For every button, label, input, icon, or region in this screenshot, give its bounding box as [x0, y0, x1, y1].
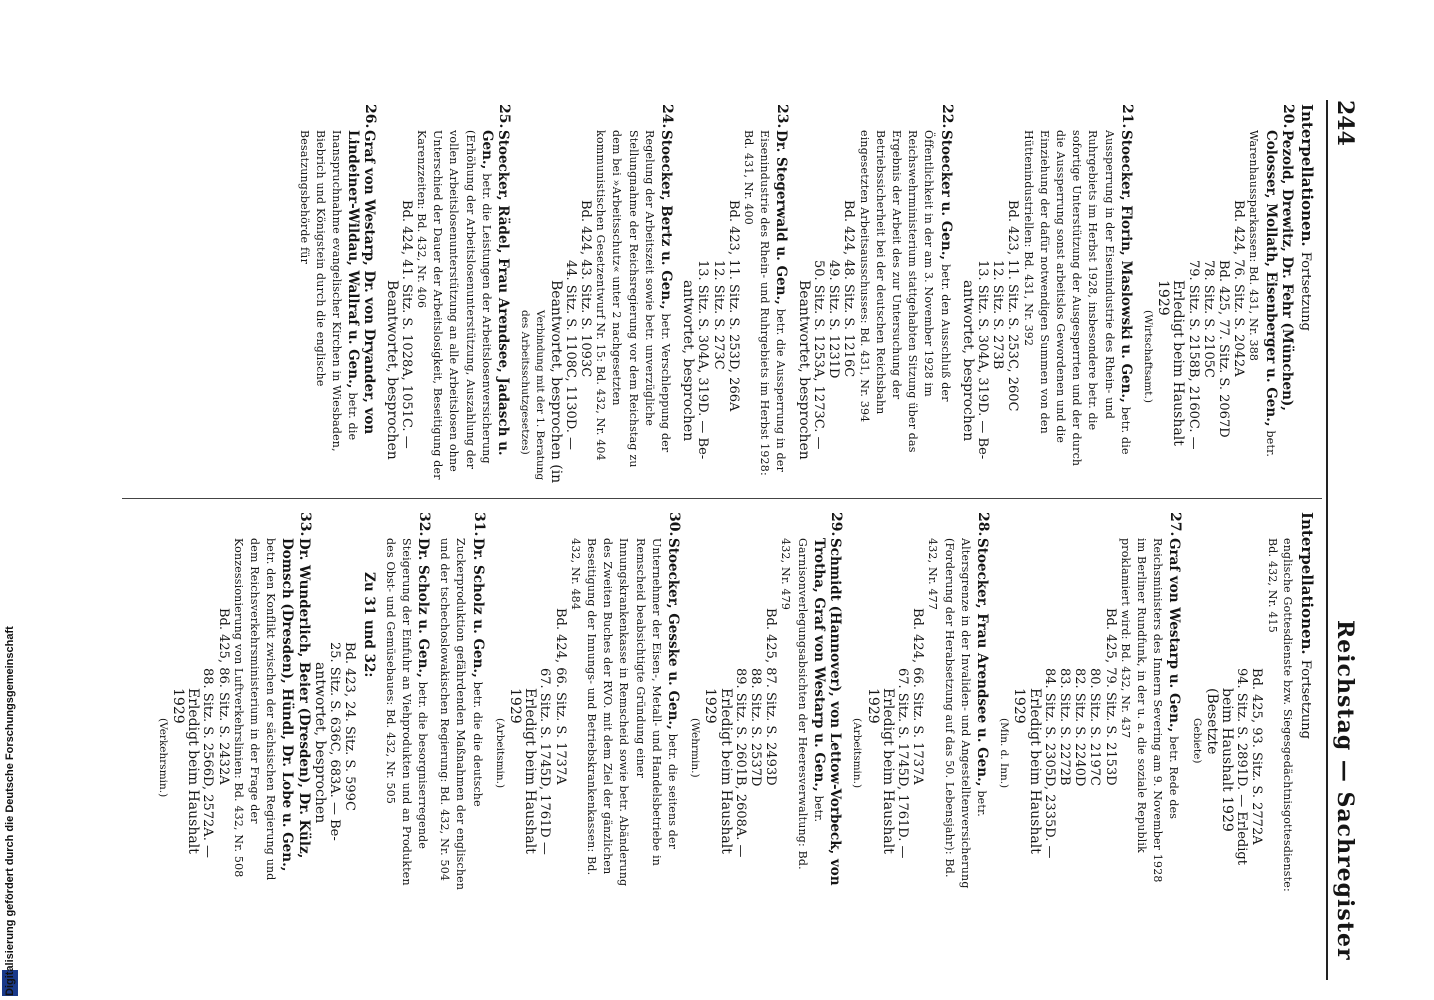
entry-subject: englische Gottesdienste bzw. Siegesgedächtnisgottesdienste: Bd. 432, Nr. 415 — [1265, 538, 1294, 892]
entry-subject: betr. den Ausschluß der Öffentlichkeit in der am 3. November 1928 im Reichswehrministerium stattgehabten Sitzung über das Ergebnis der Arbeit des zur Untersuchung der Betriebssicherheit bei der deutschen Reichsbahn eingesetzten Arbeitsausschusses: Bd. 431, Nr. 394 — [857, 130, 952, 453]
entry-subject: betr. die Aussperrung in der Eisenindustrie des Rhein- und Ruhrgebiets im Herbst 1928: Bd. 431, Nr. 400 — [742, 130, 788, 476]
digitization-credit-bar — [0, 0, 20, 1000]
index-entry — [382, 512, 431, 892]
entry-subject: betr. die Inanspruchnahme evangelischer Kirchen in Wiesbaden, Biebrich und Königstein durch die englische Besatzungsbehörde für — [297, 130, 360, 452]
page-number: 244 — [1332, 100, 1358, 146]
entry-result: Erledigt beim Haushalt 1929 — [169, 688, 202, 854]
index-entry — [960, 104, 1134, 484]
left-column-title — [1298, 104, 1314, 484]
entry-ref: Bd. 425, 93. Sitz. S. 2772A — [1249, 668, 1265, 845]
index-entry — [517, 104, 674, 484]
right-last-entry — [155, 512, 312, 892]
entry-number: 27. — [1167, 512, 1184, 537]
left-entry-list — [296, 104, 1294, 484]
entry-subject: betr. die Leistungen der Arbeitslosenversicherung (Erhöhung der Arbeitslosenunterstützung, Auszahlung der vollen Arbeitslosenunterstützung an alle Arbeitslosen ohne Unterschied der Dauer der Arbeitslosigkeit, Beseitigung der Karenzzeiten: Bd. 432, Nr. 406 — [415, 130, 493, 480]
index-entry — [1140, 104, 1295, 484]
entry-result: Erledigt beim Haushalt 1929 — [507, 688, 539, 854]
entry-ref: 83. Sitz. S. 2272B — [1056, 668, 1072, 786]
entry-number: 20. — [1279, 104, 1296, 129]
index-entry — [437, 512, 486, 892]
entry-number: 26. — [362, 104, 379, 129]
entry-result: antwortet, besprochen — [311, 662, 328, 824]
entry-subject: betr. die Aussperrung in der Eisenindustrie des Rhein- und Ruhrgebiets im Herbst 1928, insbesondere betr. die sofortige Unterstützung der Ausgesperrten und der durch die Aussperrung sonst arbeitslos Gewordenen und die Einziehung der dafür notwendigen Summen von den Hüttenindustriellen: Bd. 431, Nr. 392 — [1021, 130, 1132, 467]
index-entry — [680, 104, 789, 484]
entry-ref: Bd. 424, 41. Sitz. S. 1028A, 1051C. — — [398, 200, 414, 449]
page-title: Reichstag — Sachregister — [1332, 620, 1358, 961]
entry-note: (Wehrmin.) — [689, 718, 702, 778]
entry-ref: 12. Sitz. S. 273C — [710, 260, 726, 370]
entry-ref: 13. Sitz. S. 304A, 319D. — Be- — [974, 260, 990, 460]
entry-ref: Bd. 424, 66. Sitz. S. 1737A — [910, 608, 926, 785]
left-column — [290, 104, 1314, 484]
entry-subject: betr. die besorgniserregende Steigerung der Einfuhr an Viehprodukten und an Produkten des Obst- und Gemüsebaues: Bd. 432, Nr. 505 — [383, 538, 430, 886]
digitization-credit: Digitalisierung gefördert durch die Deutsche Forschungsgemeinschaft — [4, 626, 16, 996]
entry-result: Erledigt beim Haushalt 1929 — [864, 688, 896, 854]
section-title: Interpellationen. — [1298, 104, 1316, 247]
entry-note: (Verkehrsmin.) — [156, 718, 169, 798]
entry-result: Erledigt beim Haushalt 1929 — [702, 688, 734, 854]
entry-note: Verbindung mit der 1. Beratung des Arbeitsschutzgesetzes) — [519, 310, 547, 481]
index-entry — [155, 512, 312, 892]
entry-number: 31. — [470, 512, 487, 537]
entry-ref: 67. Sitz. S. 1745D, 1761D. — — [894, 668, 910, 859]
entry-number: 30. — [666, 512, 683, 537]
entry-note: (Arbeitsmin.) — [493, 718, 506, 789]
index-entry — [849, 512, 990, 892]
entry-number: 33. — [296, 512, 313, 537]
column-divider — [122, 498, 1322, 499]
entry-subject: betr. Warenhaussparkassen: Bd. 431, Nr. 388 — [1247, 130, 1277, 458]
entry-ref: 84. Sitz. S. 2305D, 2335D. — — [1041, 668, 1057, 859]
entry-persons: Stoecker, Frau Arendsee u. Gen., — [973, 538, 990, 787]
entry-note: (Arbeitsmin.) — [851, 718, 864, 789]
entry-persons: Stoecker, Gesske u. Gen., — [665, 538, 682, 730]
entry-ref: Bd. 424, 43. Sitz. S. 1093C — [578, 200, 594, 378]
right-entry-list — [382, 512, 1182, 892]
entry-ref: Bd. 423, 24. Sitz. S. 599C — [342, 642, 358, 811]
entry-ref: Bd. 424, 66. Sitz. S. 1737A — [552, 608, 568, 785]
entry-persons: Stoecker, Florin, Maslowski u. Gen., — [1117, 130, 1134, 403]
entry-persons: Stoecker u. Gen., — [937, 130, 954, 261]
entry-persons: Graf von Westarp u. Gen., — [1166, 538, 1183, 733]
entry-subject: betr. Garnisonverlegungsabsichten der Heeresverwaltung: Bd. 432, Nr. 479 — [779, 538, 825, 870]
index-entry — [996, 512, 1182, 892]
entry-ref: Bd. 425, 86. Sitz. S. 2432A — [215, 608, 231, 785]
entry-ref: Bd. 424, 76. Sitz. S. 2042A — [1231, 200, 1247, 377]
entry-ref: Bd. 425, 79. Sitz. S. 2153D — [1102, 608, 1118, 786]
entry-subject: betr. Rede des Reichsministers des Innern Severing am 9. November 1928 im Berliner Rundfunk, in der u. a. die soziale Republik proklamiert wird: Bd. 432, Nr. 437 — [1118, 538, 1181, 883]
entry-result: Beantwortet, besprochen (in — [547, 280, 564, 484]
entry-ref: 89. Sitz. S. 2601B, 2608A. — — [732, 668, 748, 858]
entry-ref: 82. Sitz. S. 2240D — [1072, 668, 1088, 787]
entry-ref: Bd. 425, 77. Sitz. S. 2067D — [1215, 260, 1231, 438]
entry-subject: betr. Altersgrenze in der Invaliden- und Angestelltenversicherung (Forderung der Herabsetzung auf das 50. Lebensjahr): Bd. 432, Nr. 477 — [926, 538, 988, 889]
index-entry — [383, 104, 511, 484]
entry-ref: Bd. 424, 48. Sitz. S. 1216C — [841, 200, 857, 378]
page-header — [1332, 100, 1358, 980]
index-entry — [796, 104, 954, 484]
entry-persons: Dr. Scholz u. Gen., — [415, 538, 432, 678]
entry-number: 29. — [828, 512, 845, 537]
entry-ref: Bd. 423, 11. Sitz. S. 253D, 266A — [725, 200, 741, 412]
entry-number: 25. — [496, 104, 513, 129]
entry-note: Gebiete) — [1190, 718, 1203, 764]
entry-ref: 79. Sitz. S. 2158B, 2160C. — — [1185, 260, 1201, 450]
entry-subject: betr. die die deutsche Zuckerproduktion gefährdenden Maßnahmen der englischen und der tschechoslowakischen Regierung: Bd. 432, Nr. 504 — [438, 538, 484, 891]
entry-number: 21. — [1118, 104, 1135, 129]
entry-ref: Bd. 423, 11. Sitz. S. 253C, 260C — [1005, 200, 1021, 412]
entry-ref: 49. Sitz. S. 1231D — [826, 260, 842, 379]
entry-result: beim Haushalt 1929 (Besetzte — [1203, 688, 1235, 832]
entry-subject: betr. Verschleppung der Regelung der Arbeitszeit sowie betr. unverzügliche Stellungnahme der Reichsregierung vor dem Reichstag zu dem bei »Arbeitsschutz« unter 2 nachgesetzten kommunistischen Gesetzentwurf Nr. 15: Bd. 432, Nr. 404 — [594, 130, 673, 468]
entry-ref: 25. Sitz. S. 636C, 683A. — Be- — [327, 642, 343, 841]
entry-ref: 88. Sitz. S. 2566D, 2572A. — — [200, 668, 216, 858]
entry-result: antwortet, besprochen — [680, 280, 697, 442]
entry-persons: Stoecker, Bertz u. Gen., — [658, 130, 675, 310]
entry-result: Beantwortet, besprochen — [383, 280, 400, 460]
header-rule — [1326, 100, 1328, 980]
entry-persons: Dr. Stegerwald u. Gen., — [773, 130, 790, 305]
entry-persons: Pezold, Drewitz, Dr. Fehr (München), Colosser, Mollath, Eisenberger u. Gen., — [1262, 130, 1295, 427]
entry-result: antwortet, besprochen — [959, 280, 976, 442]
entry-number: 32. — [416, 512, 433, 537]
entry-persons: Schmidt (Hannover), von Lettow-Vorbeck, von Trotha, Graf von Westarp u. Gen., — [810, 538, 844, 886]
entry-ref: 12. Sitz. S. 273B — [990, 260, 1006, 370]
entry-ref: 78. Sitz. S. 2105C — [1200, 260, 1216, 378]
entry-persons: Dr. Wunderlich, Beier (Dresden), Dr. Külz, Domsch (Dresden), Hündl, Dr. Lobe u. Gen., — [279, 538, 312, 872]
entry-ref: 13. Sitz. S. 304A, 319D. — Be- — [695, 260, 711, 460]
entry-result: Erledigt beim Haushalt 1929 — [1011, 688, 1043, 854]
entry-number: 24. — [659, 104, 676, 129]
entry-subject: betr. den Konflikt zwischen der sächsischen Regierung und dem Reichsverkehrsministerium in der Frage der Konzessionierung von Luftverkehrslinien: Bd. 432, Nr. 508 — [231, 538, 278, 881]
entry-ref: 94. Sitz. S. 2891D. — Erledigt — [1234, 668, 1250, 865]
lead-entry — [1188, 512, 1294, 892]
entry-ref: 50. Sitz. S. 1253A, 1273C. — — [810, 260, 826, 450]
section-continuation: Fortsetzung — [1298, 251, 1313, 331]
sub-heading: Zu 31 und 32: — [361, 572, 378, 678]
entry-note: (Wirtschaftsamt.) — [1141, 310, 1154, 403]
index-entry — [296, 104, 377, 484]
entry-number: 28. — [974, 512, 991, 537]
entry-ref: Bd. 425, 87. Sitz. S. 2493D — [763, 608, 779, 786]
entry-note: (Min. d. Inn.) — [998, 718, 1011, 789]
entry-persons: Dr. Scholz u. Gen., — [469, 538, 486, 678]
entry-result: Beantwortet, besprochen — [795, 280, 812, 460]
right-column-title — [1298, 512, 1314, 892]
entry-ref: 80. Sitz. S. 2197C — [1087, 668, 1103, 786]
section-title: Interpellationen. — [1298, 512, 1316, 655]
entry-subject: betr. die seitens der Unternehmer der Eisen-, Metall- und Handelsbetriebe in Remscheid beabsichtigte Gründung einer Innungskrankenkasse in Remscheid sowie betr. Abänderung des Zweiten Buches der RVO. mit dem Ziel der gänzlichen Beseitigung der Innungs- und Betriebskrankenkassen: Bd. 432, Nr. 484 — [568, 538, 680, 887]
entry-result: Erledigt beim Haushalt 1929 — [1155, 280, 1187, 446]
entry-ref: 67. Sitz. S. 1745D, 1761D — — [537, 668, 553, 855]
entry-number: 23. — [774, 104, 791, 129]
entry-persons: Stoecker, Rädel, Frau Arendsee, Jadasch u. Gen., — [478, 130, 512, 456]
right-column — [149, 512, 1314, 892]
entry-persons: Graf von Westarp, Dr. von Dryander, von Lindeiner-Wildau, Wallraf u. Gen., — [345, 130, 378, 435]
index-entry — [492, 512, 681, 892]
document-page — [98, 100, 1358, 980]
entry-number: 22. — [938, 104, 955, 129]
section-continuation: Fortsetzung — [1298, 659, 1313, 739]
entry-ref: 88. Sitz. S. 2537D — [748, 668, 764, 787]
entry-ref: 44. Sitz. S. 1108C, 1130D. — — [562, 260, 578, 451]
index-entry — [687, 512, 843, 892]
